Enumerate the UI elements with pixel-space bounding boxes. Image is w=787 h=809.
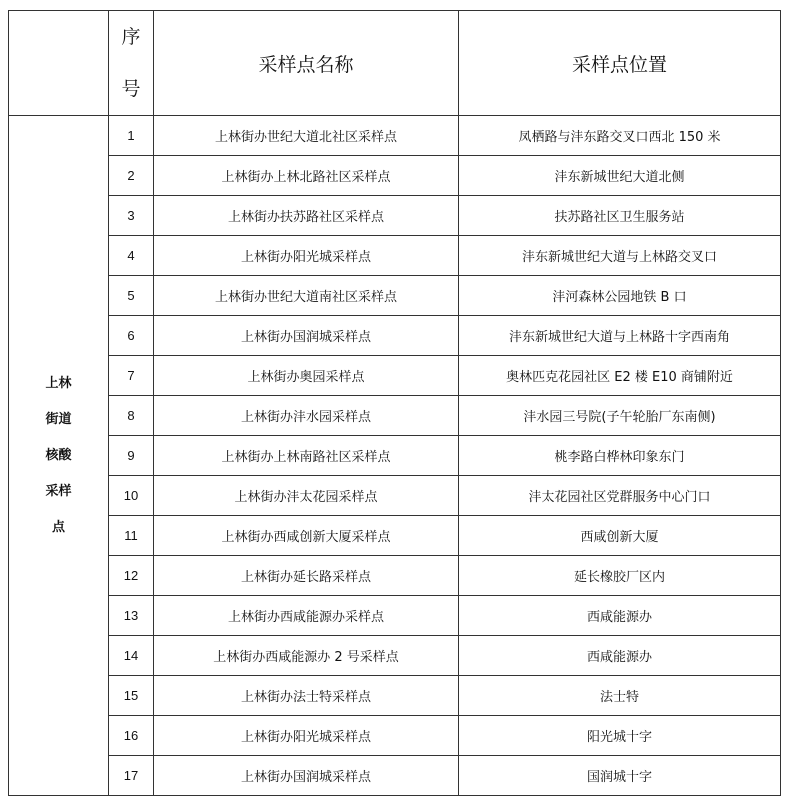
row-location: 沣东新城世纪大道北侧 xyxy=(459,156,781,196)
table-row xyxy=(9,676,781,716)
table-row xyxy=(9,716,781,756)
row-name: 上林街办世纪大道南社区采样点 xyxy=(154,276,459,316)
row-seq: 9 xyxy=(109,436,154,476)
row-name: 上林街办阳光城采样点 xyxy=(154,236,459,276)
row-seq: 13 xyxy=(109,596,154,636)
row-location: 西咸创新大厦 xyxy=(459,516,781,556)
table-row xyxy=(9,636,781,676)
row-seq: 4 xyxy=(109,236,154,276)
row-name: 上林街办西咸能源办 2 号采样点 xyxy=(154,636,459,676)
row-location: 奥林匹克花园社区 E2 楼 E10 商铺附近 xyxy=(459,356,781,396)
table-row xyxy=(9,436,781,476)
row-location: 桃李路白桦林印象东门 xyxy=(459,436,781,476)
row-name: 上林街办西咸能源办采样点 xyxy=(154,596,459,636)
header-seq xyxy=(109,11,154,116)
table-row xyxy=(9,316,781,356)
group-label-cell xyxy=(9,116,109,796)
row-location: 延长橡胶厂区内 xyxy=(459,556,781,596)
row-location: 西咸能源办 xyxy=(459,596,781,636)
row-seq: 2 xyxy=(109,156,154,196)
row-seq: 11 xyxy=(109,516,154,556)
table-row xyxy=(9,156,781,196)
row-name: 上林街办扶苏路社区采样点 xyxy=(154,196,459,236)
header-seq-top: 序 xyxy=(121,26,141,48)
row-location: 沣东新城世纪大道与上林路交叉口 xyxy=(459,236,781,276)
row-seq: 1 xyxy=(109,116,154,156)
group-label: 上林街道核酸采样点 xyxy=(45,375,72,535)
table-row xyxy=(9,116,781,156)
header-row xyxy=(9,11,781,116)
table-row xyxy=(9,196,781,236)
row-seq: 12 xyxy=(109,556,154,596)
table-row xyxy=(9,236,781,276)
row-seq: 7 xyxy=(109,356,154,396)
table-row xyxy=(9,476,781,516)
header-seq-bottom: 号 xyxy=(121,78,141,100)
row-location: 沣河森林公园地铁 B 口 xyxy=(459,276,781,316)
row-name: 上林街办国润城采样点 xyxy=(154,756,459,796)
row-name: 上林街办国润城采样点 xyxy=(154,316,459,356)
row-location: 阳光城十字 xyxy=(459,716,781,756)
row-seq: 16 xyxy=(109,716,154,756)
row-seq: 3 xyxy=(109,196,154,236)
row-location: 国润城十字 xyxy=(459,756,781,796)
sampling-sites-table xyxy=(8,10,781,796)
row-name: 上林街办阳光城采样点 xyxy=(154,716,459,756)
table-row xyxy=(9,396,781,436)
header-location: 采样点位置 xyxy=(459,11,781,116)
row-location: 沣太花园社区党群服务中心门口 xyxy=(459,476,781,516)
table-row xyxy=(9,756,781,796)
row-seq: 5 xyxy=(109,276,154,316)
row-seq: 10 xyxy=(109,476,154,516)
row-name: 上林街办世纪大道北社区采样点 xyxy=(154,116,459,156)
row-location: 扶苏路社区卫生服务站 xyxy=(459,196,781,236)
row-name: 上林街办沣水园采样点 xyxy=(154,396,459,436)
table-row xyxy=(9,516,781,556)
row-location: 法士特 xyxy=(459,676,781,716)
row-name: 上林街办西咸创新大厦采样点 xyxy=(154,516,459,556)
row-name: 上林街办上林北路社区采样点 xyxy=(154,156,459,196)
table-row xyxy=(9,556,781,596)
row-seq: 6 xyxy=(109,316,154,356)
row-location: 沣东新城世纪大道与上林路十字西南角 xyxy=(459,316,781,356)
row-name: 上林街办延长路采样点 xyxy=(154,556,459,596)
table-row xyxy=(9,276,781,316)
row-location: 西咸能源办 xyxy=(459,636,781,676)
row-name: 上林街办奥园采样点 xyxy=(154,356,459,396)
row-location: 沣水园三号院(子午轮胎厂东南侧) xyxy=(459,396,781,436)
header-name: 采样点名称 xyxy=(154,11,459,116)
row-seq: 15 xyxy=(109,676,154,716)
row-seq: 14 xyxy=(109,636,154,676)
row-location: 凤栖路与沣东路交叉口西北 150 米 xyxy=(459,116,781,156)
row-seq: 17 xyxy=(109,756,154,796)
table-body xyxy=(9,116,781,796)
header-group-cell xyxy=(9,11,109,116)
row-name: 上林街办沣太花园采样点 xyxy=(154,476,459,516)
table-row xyxy=(9,596,781,636)
row-seq: 8 xyxy=(109,396,154,436)
row-name: 上林街办法士特采样点 xyxy=(154,676,459,716)
table-row xyxy=(9,356,781,396)
row-name: 上林街办上林南路社区采样点 xyxy=(154,436,459,476)
